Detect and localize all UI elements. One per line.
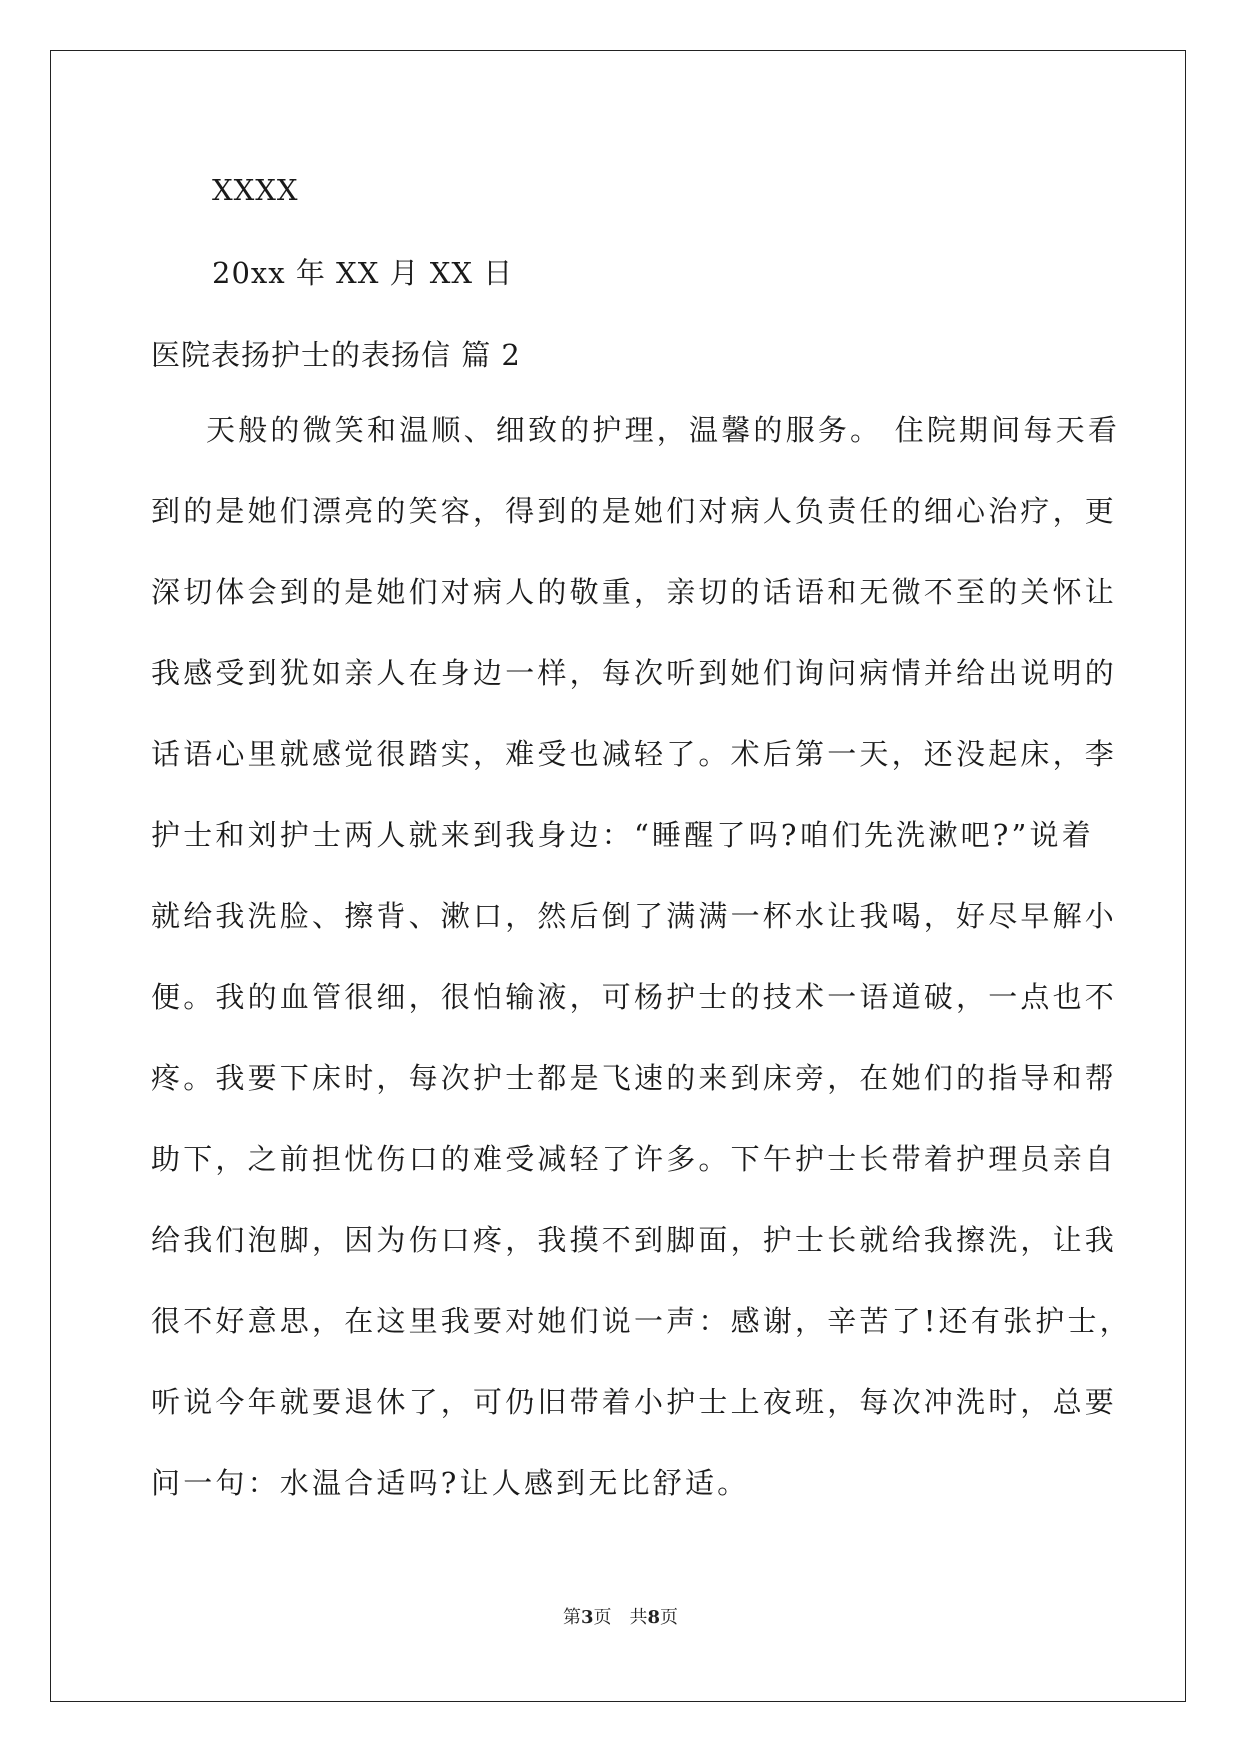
body-paragraph-line: 便。我的血管很细，很怕输液，可杨护士的技术一语道破，一点也不 [151,980,1118,1014]
section-heading: 医院表扬护士的表扬信 篇 2 [151,338,521,372]
page-prefix: 第 [562,1607,581,1628]
current-page-number: 3 [580,1607,594,1628]
body-paragraph-line: 疼。我要下床时，每次护士都是飞速的来到床旁，在她们的指导和帮 [151,1061,1118,1095]
page-suffix: 页 [660,1607,679,1628]
body-paragraph-line: 天般的微笑和温顺、细致的护理，温馨的服务。 住院期间每天看 [206,413,1121,447]
letter-signature: XXXX [212,173,299,207]
body-paragraph-line: 话语心里就感觉很踏实，难受也减轻了。术后第一天，还没起床，李 [151,737,1118,771]
body-paragraph-line: 听说今年就要退休了，可仍旧带着小护士上夜班，每次冲洗时，总要 [151,1385,1118,1419]
body-paragraph-line: 给我们泡脚，因为伤口疼，我摸不到脚面，护士长就给我擦洗，让我 [151,1223,1118,1257]
page-footer [0,1606,1241,1630]
total-pages-number: 8 [647,1607,661,1628]
body-paragraph-line: 护士和刘护士两人就来到我身边：“睡醒了吗?咱们先洗漱吧?”说着 [151,818,1094,852]
body-paragraph-line: 很不好意思，在这里我要对她们说一声：感谢，辛苦了!还有张护士， [151,1304,1132,1338]
body-paragraph-line: 助下，之前担忧伤口的难受减轻了许多。下午护士长带着护理员亲自 [151,1142,1118,1176]
body-paragraph-line: 深切体会到的是她们对病人的敬重，亲切的话语和无微不至的关怀让 [151,575,1118,609]
letter-date: 20xx 年 XX 月 XX 日 [212,256,514,290]
body-paragraph-line: 我感受到犹如亲人在身边一样，每次听到她们询问病情并给出说明的 [151,656,1118,690]
body-paragraph-line: 问一句：水温合适吗?让人感到无比舒适。 [151,1466,750,1500]
body-paragraph-line: 就给我洗脸、擦背、漱口，然后倒了满满一杯水让我喝，好尽早解小 [151,899,1118,933]
body-paragraph-line: 到的是她们漂亮的笑容，得到的是她们对病人负责任的细心治疗，更 [151,494,1118,528]
page-separator: 页 共 [593,1607,648,1628]
letter-body [151,410,1132,1544]
